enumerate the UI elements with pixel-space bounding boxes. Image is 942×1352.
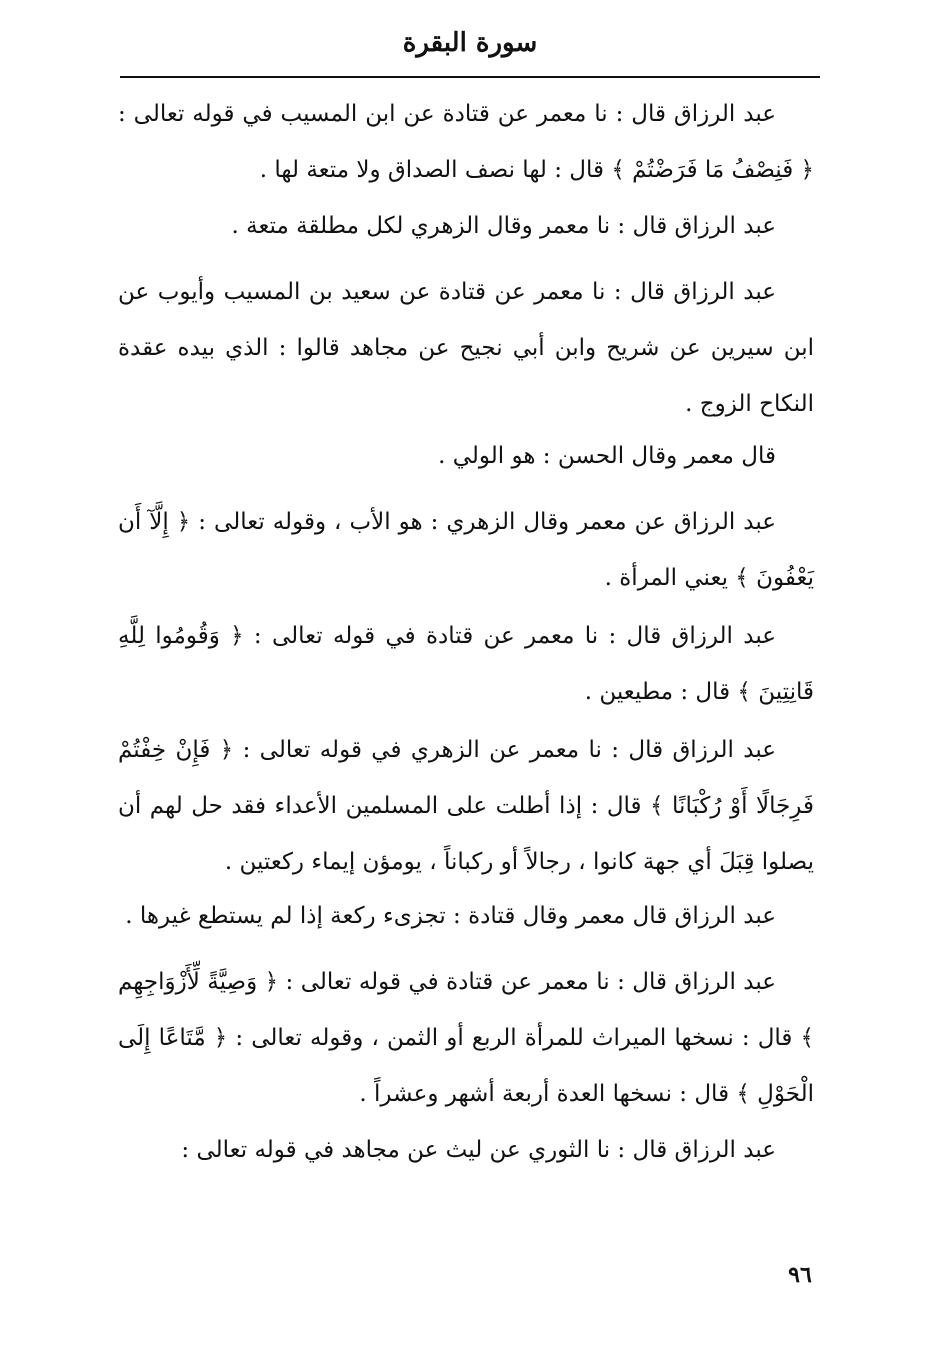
paragraph-4 xyxy=(118,428,814,484)
paragraph-5-text: عبد الرزاق عن معمر وقال الزهري : هو الأب ، وقوله تعالى : ﴿ إِلَّآ أَن يَعْفُونَ ﴾ يعني المرأة . xyxy=(118,509,814,591)
paragraph-1 xyxy=(118,86,814,198)
page-header-title: سورة البقرة xyxy=(402,28,538,58)
paragraph-6-text: عبد الرزاق قال : نا معمر عن قتادة في قوله تعالى : ﴿ وَقُومُوا لِلَّهِ قَانِتِينَ ﴾ قال : مطيعين . xyxy=(118,623,814,705)
paragraph-4-text: قال معمر وقال الحسن : هو الولي . xyxy=(438,443,776,469)
paragraph-7-text: عبد الرزاق قال : نا معمر عن الزهري في قوله تعالى : ﴿ فَإِنْ خِفْتُمْ فَرِجَالًا أَوْ رُكْبَانًا ﴾ قال : إذا أطلت على المسلمين الأعداء فقد حل لهم أن يصلوا قِبَلَ أي جهة كانوا ، رجالاً أو ركباناً ، يومؤن إيماء ركعتين . xyxy=(118,737,814,875)
paragraph-8-text: عبد الرزاق قال معمر وقال قتادة : تجزىء ركعة إذا لم يستطع غيرها . xyxy=(125,903,776,929)
paragraph-9-text: عبد الرزاق قال : نا معمر عن قتادة في قوله تعالى : ﴿ وَصِيَّةً لِّأَزْوَاجِهِم ﴾ قال : نسخها الميراث للمرأة الربع أو الثمن ، وقوله تعالى : ﴿ مَّتَاعًا إِلَى الْحَوْلِ ﴾ قال : نسخها العدة أربعة أشهر وعشراً . xyxy=(118,969,814,1107)
paragraph-5 xyxy=(118,494,814,606)
paragraph-7 xyxy=(118,722,814,890)
paragraph-10 xyxy=(118,1122,814,1178)
header-divider xyxy=(120,76,820,78)
paragraph-2 xyxy=(118,198,814,254)
paragraph-2-text: عبد الرزاق قال : نا معمر وقال الزهري لكل مطلقة متعة . xyxy=(231,213,776,239)
paragraph-1-text: عبد الرزاق قال : نا معمر عن قتادة عن ابن المسيب في قوله تعالى : ﴿ فَنِصْفُ مَا فَرَضْتُمْ ﴾ قال : لها نصف الصداق ولا متعة لها . xyxy=(118,101,814,183)
paragraph-3-text: عبد الرزاق قال : نا معمر عن قتادة عن سعيد بن المسيب وأيوب عن ابن سيرين عن شريح وابن أبي نجيح عن مجاهد قالوا : الذي بيده عقدة النكاح الزوج . xyxy=(118,279,814,417)
paragraph-10-text: عبد الرزاق قال : نا الثوري عن ليث عن مجاهد في قوله تعالى : xyxy=(181,1137,776,1163)
page-number: ٩٦ xyxy=(788,1262,812,1288)
paragraph-8 xyxy=(118,888,814,944)
paragraph-3 xyxy=(118,264,814,432)
paragraph-6 xyxy=(118,608,814,720)
paragraph-9 xyxy=(118,954,814,1122)
